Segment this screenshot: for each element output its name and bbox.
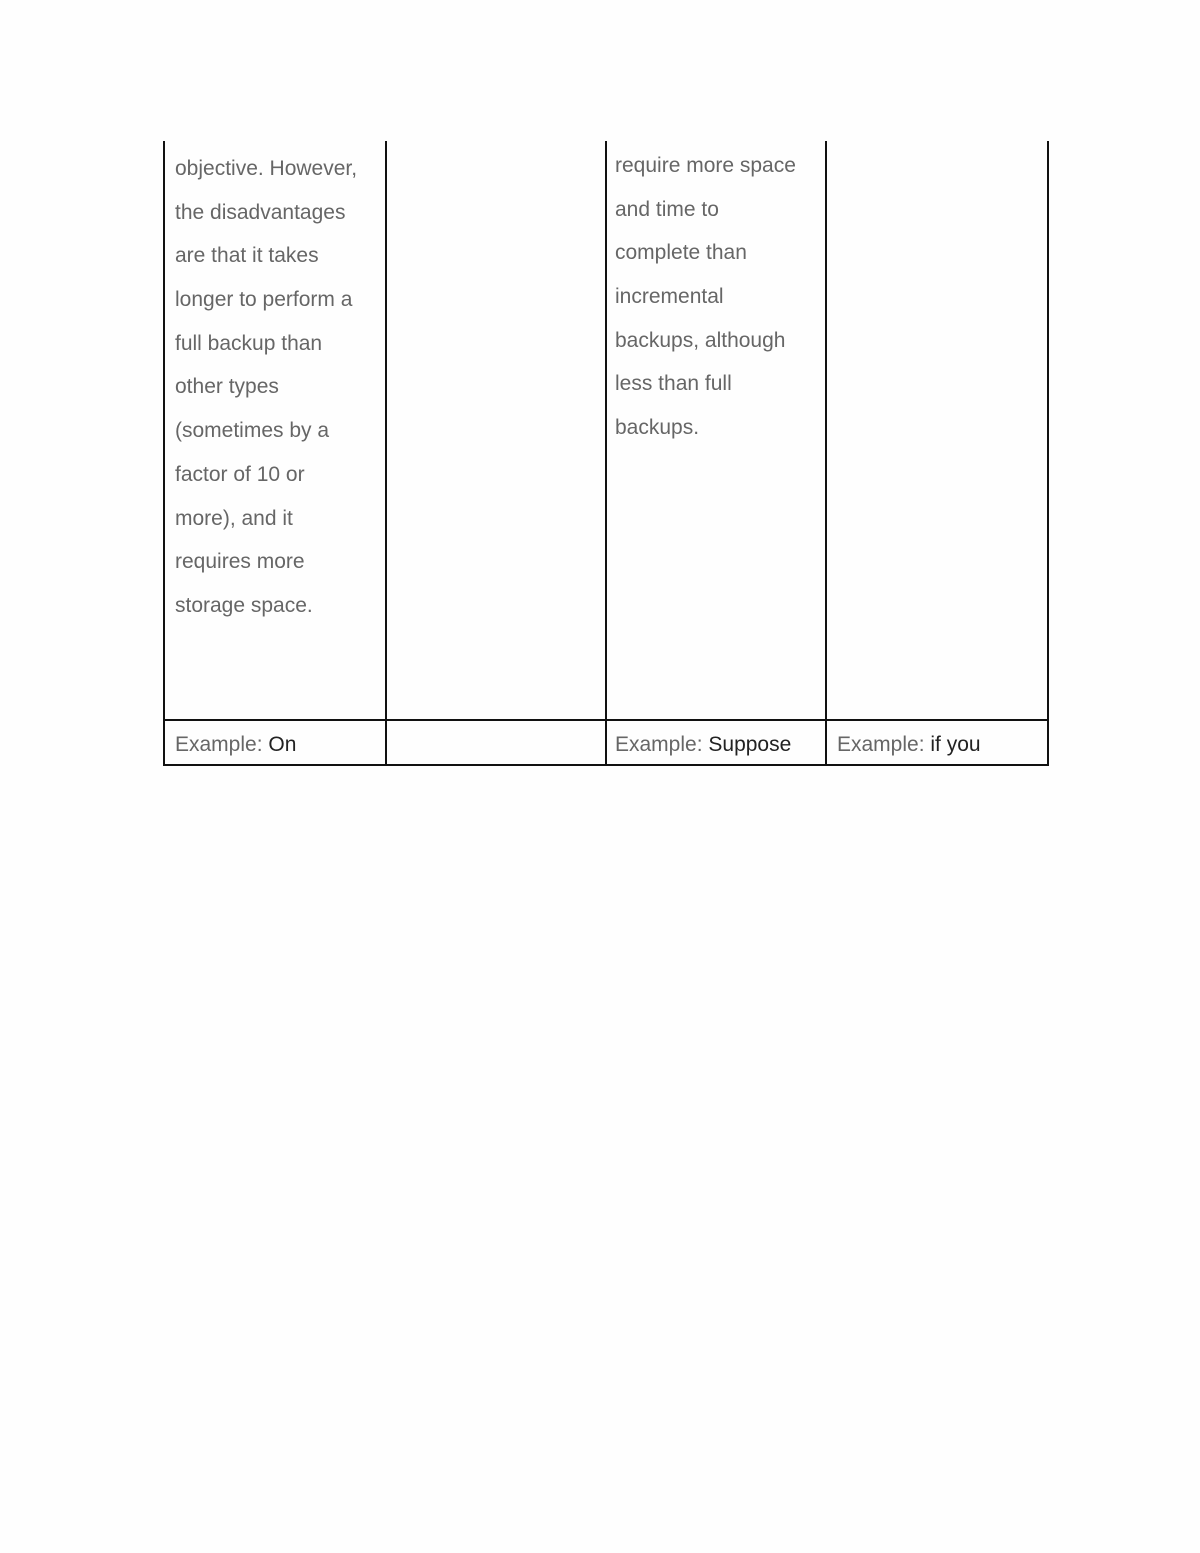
example-cell-col4: [837, 728, 981, 762]
table-row-divider: [164, 719, 1049, 721]
example-label: Example:: [175, 733, 263, 756]
cell-text-line: full backup than: [175, 331, 323, 355]
example-value: Suppose: [708, 733, 792, 756]
table-cell-col3: [615, 144, 796, 450]
cell-text-line: less than full: [615, 372, 732, 396]
cell-text-line: storage space.: [175, 593, 313, 617]
example-label: Example:: [615, 733, 703, 756]
cell-text-line: are that it takes: [175, 244, 319, 268]
cell-text-line: requires more: [175, 550, 305, 574]
cell-text-line: longer to perform a: [175, 288, 353, 312]
table-border-col2: [385, 141, 387, 766]
example-cell-col3: [615, 728, 791, 762]
example-value: On: [268, 733, 297, 756]
cell-text-line: require more space: [615, 154, 796, 177]
table-border-col4: [825, 141, 827, 766]
example-cell-col1: [175, 728, 296, 762]
table-border-col3: [605, 141, 607, 766]
cell-text-line: backups, although: [615, 328, 786, 352]
cell-text-line: the disadvantages: [175, 200, 346, 224]
cell-text-line: and time to: [615, 197, 719, 221]
cell-text-line: (sometimes by a: [175, 419, 330, 443]
cell-text-line: backups.: [615, 416, 700, 440]
cell-text-line: objective. However,: [175, 157, 358, 180]
table-cell-col1: [175, 147, 357, 628]
cell-text-line: incremental: [615, 285, 724, 309]
cell-text-line: factor of 10 or: [175, 462, 305, 486]
example-label: Example:: [837, 733, 925, 756]
cell-text-line: complete than: [615, 241, 747, 265]
table-border-bottom: [164, 764, 1049, 766]
cell-text-line: more), and it: [175, 506, 293, 530]
cell-text-line: other types: [175, 375, 279, 399]
example-value: if you: [930, 733, 981, 756]
table-border-left: [163, 141, 165, 766]
table-border-right: [1047, 141, 1049, 766]
